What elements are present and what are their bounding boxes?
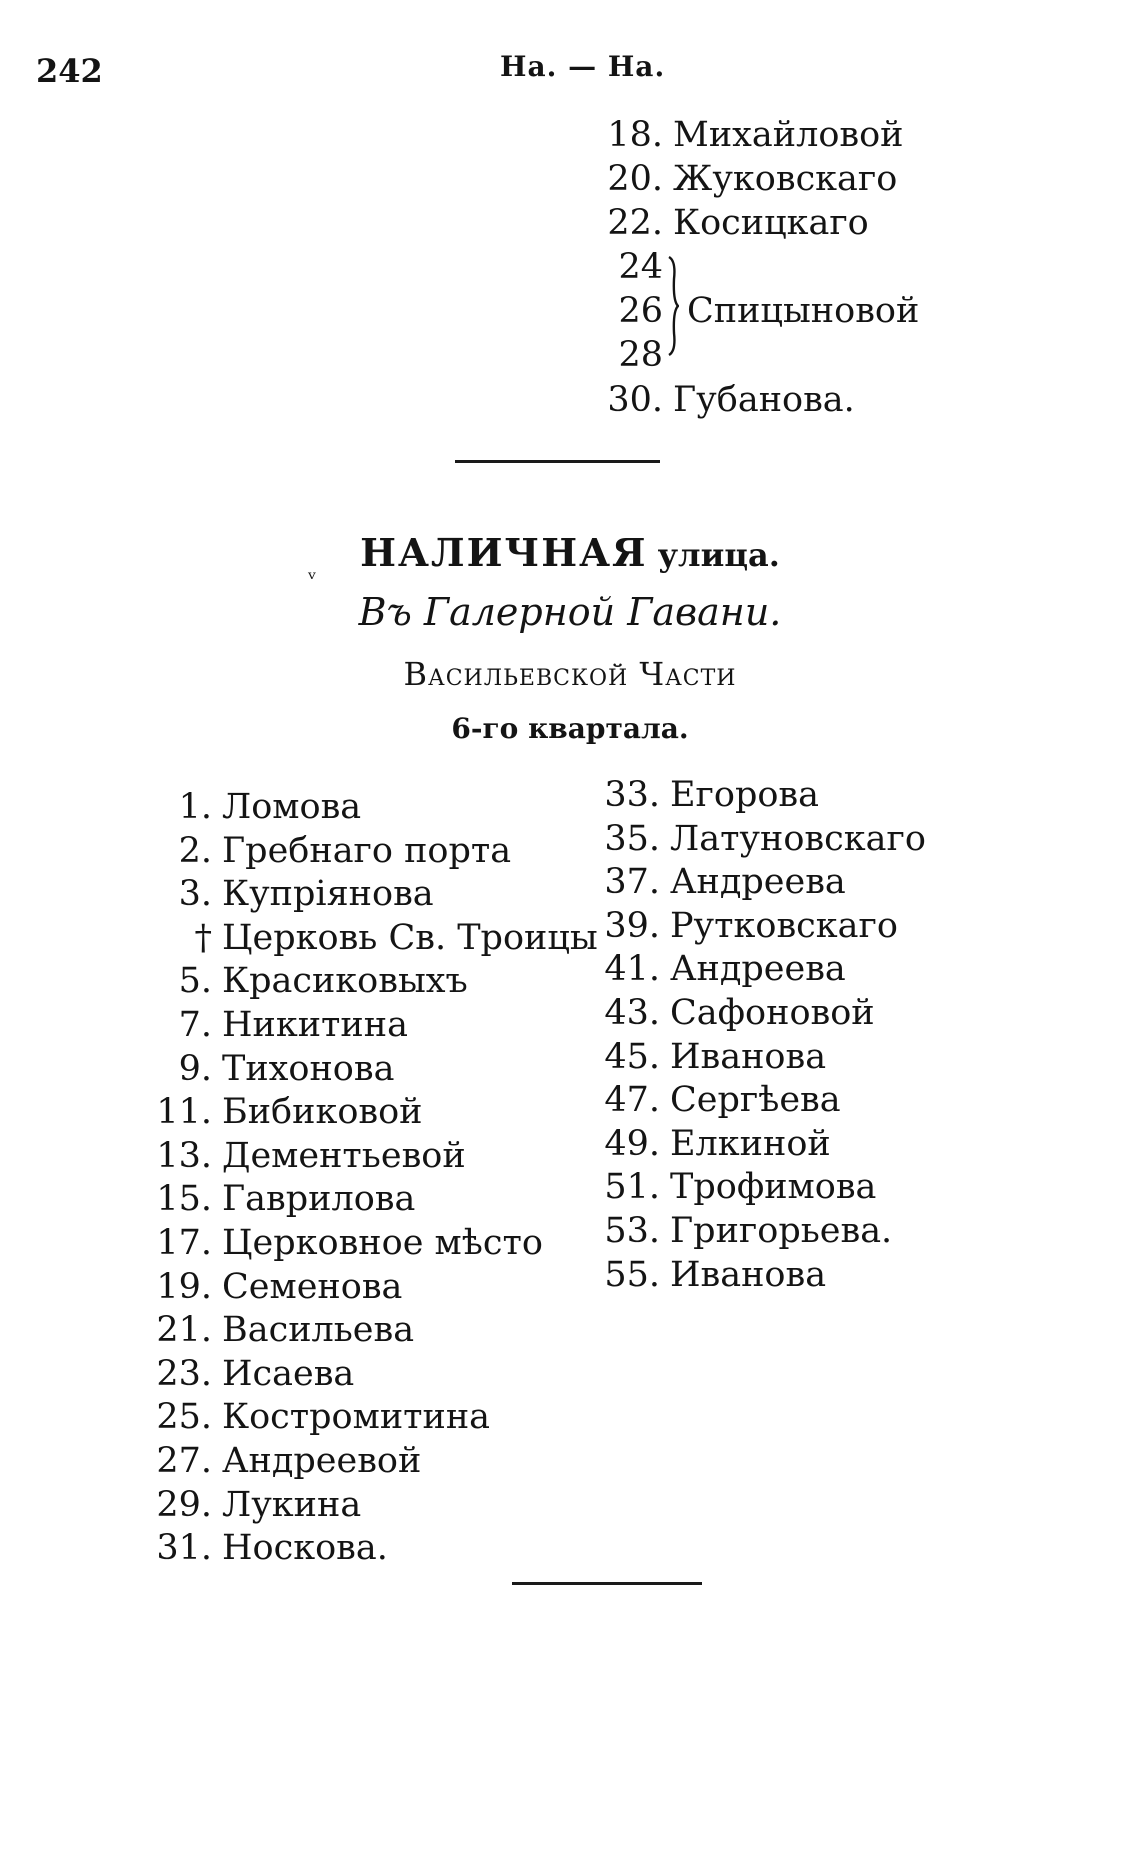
owner-name: Егорова	[670, 775, 820, 815]
owner-name: Гребнаго порта	[222, 830, 512, 871]
list-item	[142, 1092, 423, 1132]
street-type: улица.	[657, 536, 780, 574]
house-number: 23.	[156, 1353, 212, 1394]
list-item	[600, 862, 846, 902]
list-item	[142, 1397, 490, 1437]
house-number: 31.	[156, 1528, 212, 1569]
house-number: 29.	[156, 1484, 212, 1525]
owner-name: Иванова	[670, 1254, 827, 1295]
list-item	[142, 1485, 361, 1525]
section-divider	[455, 460, 660, 463]
house-number: 25.	[156, 1397, 212, 1438]
house-number: 24	[618, 247, 663, 287]
list-item	[142, 961, 468, 1001]
owner-name: Ломова	[222, 787, 362, 827]
house-number: 9.	[178, 1048, 212, 1089]
list-item	[142, 1136, 466, 1176]
list-item	[605, 159, 897, 199]
list-item	[600, 1211, 892, 1251]
running-head: На. — На.	[500, 50, 666, 83]
page-number: 242	[36, 52, 103, 90]
owner-name: Васильева	[222, 1310, 415, 1351]
owner-name: Андреева	[670, 949, 846, 990]
list-item	[142, 1441, 421, 1481]
house-number: 35.	[604, 818, 660, 859]
owner-name: Красиковыхъ	[222, 961, 468, 1002]
section-divider	[512, 1582, 702, 1585]
house-number: 7.	[178, 1005, 212, 1045]
owner-name: Носкова.	[222, 1528, 388, 1569]
list-item	[600, 1167, 876, 1207]
list-item	[142, 1005, 408, 1045]
list-item	[600, 1255, 826, 1295]
owner-name: Андреева	[670, 862, 846, 903]
owner-name: Церковь Св. Троицы	[222, 917, 598, 958]
owner-name: Церковное мѣсто	[222, 1223, 543, 1263]
owner-name: Спицыновой	[687, 291, 920, 331]
owner-name: Семенова	[222, 1266, 403, 1307]
list-item	[142, 1310, 414, 1350]
list-item	[605, 380, 855, 420]
house-number: 47.	[604, 1080, 660, 1121]
list-item	[600, 1080, 841, 1120]
owner-name: Косицкаго	[673, 203, 869, 243]
list-item	[142, 1223, 543, 1263]
street-title	[0, 530, 1140, 575]
list-item	[142, 1354, 354, 1394]
owner-name: Костромитина	[222, 1397, 491, 1438]
owner-name: Губанова.	[673, 380, 855, 420]
list-item	[142, 874, 434, 914]
house-number: 18.	[607, 115, 663, 155]
house-number: 30.	[607, 380, 663, 420]
house-number: 20.	[607, 159, 663, 199]
house-number: 55.	[604, 1254, 660, 1295]
list-item	[600, 819, 926, 859]
list-item	[142, 1267, 402, 1307]
list-item	[142, 787, 361, 827]
owner-name: Иванова	[670, 1036, 827, 1077]
brace-icon	[667, 255, 679, 357]
house-number: 51.	[604, 1167, 660, 1208]
house-number: 28	[618, 335, 663, 375]
house-number: †	[194, 917, 212, 958]
house-number: 27.	[156, 1441, 212, 1481]
owner-name: Григорьева.	[670, 1211, 893, 1251]
house-number: 33.	[604, 775, 660, 815]
house-number: 45.	[604, 1036, 660, 1077]
owner-name: Никитина	[222, 1005, 408, 1045]
street-location: Въ Галерной Гавани.	[358, 590, 782, 634]
list-item	[600, 775, 819, 815]
tick-mark: ᵥ	[308, 560, 317, 585]
street-name: НАЛИЧНАЯ	[360, 530, 648, 575]
list-item	[142, 831, 511, 871]
owner-name: Лукина	[222, 1484, 362, 1525]
house-number: 39.	[604, 905, 660, 946]
list-item	[142, 1179, 415, 1219]
house-number: 26	[618, 291, 663, 331]
house-number: 13.	[156, 1135, 212, 1176]
owner-name: Андреевой	[222, 1441, 422, 1481]
owner-name: Сафоновой	[670, 993, 875, 1033]
house-number: 19.	[156, 1266, 212, 1307]
list-item	[142, 918, 598, 958]
owner-name: Сергѣева	[670, 1080, 841, 1121]
owner-name: Латуновскаго	[670, 818, 926, 859]
owner-name: Трофимова	[670, 1167, 877, 1208]
owner-name: Жуковскаго	[673, 159, 898, 199]
owner-name: Исаева	[222, 1353, 355, 1394]
owner-name: Гаврилова	[222, 1179, 416, 1220]
list-item	[600, 993, 875, 1033]
owner-name: Рутковскаго	[670, 905, 898, 946]
list-item	[600, 949, 846, 989]
owner-name: Елкиной	[670, 1123, 831, 1164]
house-number: 53.	[604, 1211, 660, 1251]
quarter: 6-го квартала.	[451, 712, 689, 745]
house-number: 49.	[604, 1123, 660, 1164]
house-number: 21.	[156, 1310, 212, 1351]
list-item	[600, 906, 898, 946]
house-number: 3.	[178, 874, 212, 915]
house-number: 15.	[156, 1179, 212, 1220]
list-item	[605, 203, 869, 243]
owner-name: Дементьевой	[222, 1135, 466, 1176]
owner-name: Михайловой	[673, 115, 904, 155]
list-item	[605, 115, 904, 155]
list-item	[142, 1528, 388, 1568]
house-number: 5.	[178, 961, 212, 1002]
owner-name: Тихонова	[222, 1048, 395, 1089]
district: Васильевской Части	[403, 655, 737, 693]
house-number: 17.	[156, 1223, 212, 1263]
list-item	[600, 1124, 831, 1164]
owner-name: Купріянова	[222, 874, 434, 915]
list-item	[600, 1037, 826, 1077]
house-number: 37.	[604, 862, 660, 903]
house-number: 2.	[178, 830, 212, 871]
house-number: 1.	[178, 787, 212, 827]
house-number: 22.	[607, 203, 663, 243]
house-number: 11.	[156, 1092, 212, 1133]
house-number: 43.	[604, 993, 660, 1033]
house-number: 41.	[604, 949, 660, 990]
list-item	[142, 1049, 394, 1089]
owner-name: Бибиковой	[222, 1092, 423, 1133]
